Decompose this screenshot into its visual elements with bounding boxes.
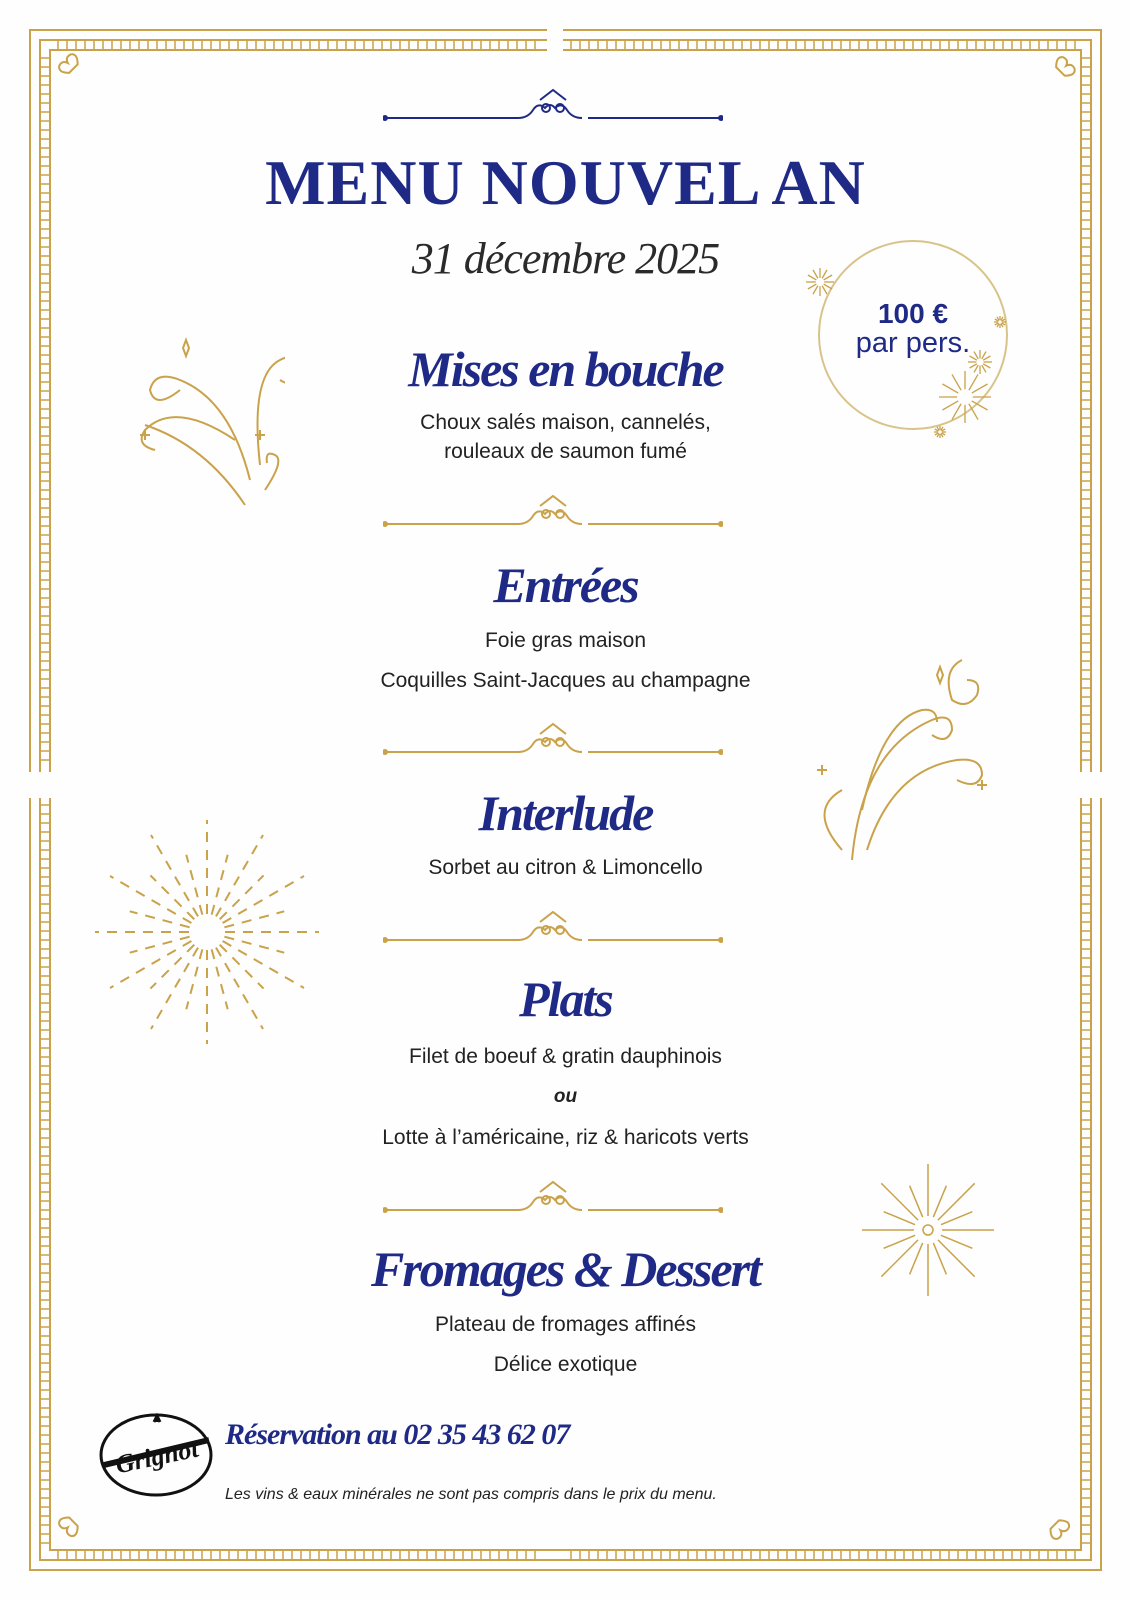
menu-item: rouleaux de saumon fumé bbox=[444, 440, 687, 463]
burst-icon bbox=[858, 1160, 998, 1300]
menu-title: MENU NOUVEL AN bbox=[265, 147, 866, 218]
section-title-plats: Plats bbox=[519, 971, 612, 1027]
ornament-divider bbox=[383, 1178, 723, 1218]
firework-icon bbox=[125, 330, 285, 520]
menu-item: Plateau de fromages affinés bbox=[434, 1313, 697, 1336]
price-amount: 100 € bbox=[877, 298, 949, 329]
price-unit: par pers. bbox=[855, 327, 971, 359]
section-title-interlude: Interlude bbox=[478, 785, 653, 841]
disclaimer-note: Les vins & eaux minérales ne sont pas compris dans le prix du menu. bbox=[225, 1486, 717, 1503]
burst-icon bbox=[90, 815, 325, 1050]
logo-text: Grignot bbox=[112, 1433, 201, 1480]
section-title-fromages-dessert: Fromages & Dessert bbox=[371, 1241, 760, 1297]
menu-item: Filet de boeuf & gratin dauphinois bbox=[409, 1045, 722, 1068]
menu-item: Sorbet au citron & Limoncello bbox=[428, 856, 703, 879]
firework-icon bbox=[812, 650, 1002, 870]
ornament-divider bbox=[383, 492, 723, 532]
reservation-phone: Réservation au 02 35 43 62 07 bbox=[225, 1418, 570, 1451]
menu-item: Foie gras maison bbox=[484, 629, 647, 652]
menu-item: Délice exotique bbox=[493, 1353, 638, 1376]
menu-item: Coquilles Saint-Jacques au champagne bbox=[380, 669, 751, 692]
menu-item: Lotte à l’américaine, riz & haricots verts bbox=[382, 1126, 749, 1149]
section-title-mises-en-bouche: Mises en bouche bbox=[408, 341, 723, 397]
ornament-divider bbox=[383, 720, 723, 760]
ornament-divider bbox=[383, 84, 723, 124]
section-title-entrees: Entrées bbox=[493, 557, 638, 613]
ornament-divider bbox=[383, 908, 723, 948]
menu-date: 31 décembre 2025 bbox=[411, 234, 720, 283]
menu-item: Choux salés maison, cannelés, bbox=[420, 411, 711, 434]
menu-item-or: ou bbox=[553, 1086, 578, 1107]
